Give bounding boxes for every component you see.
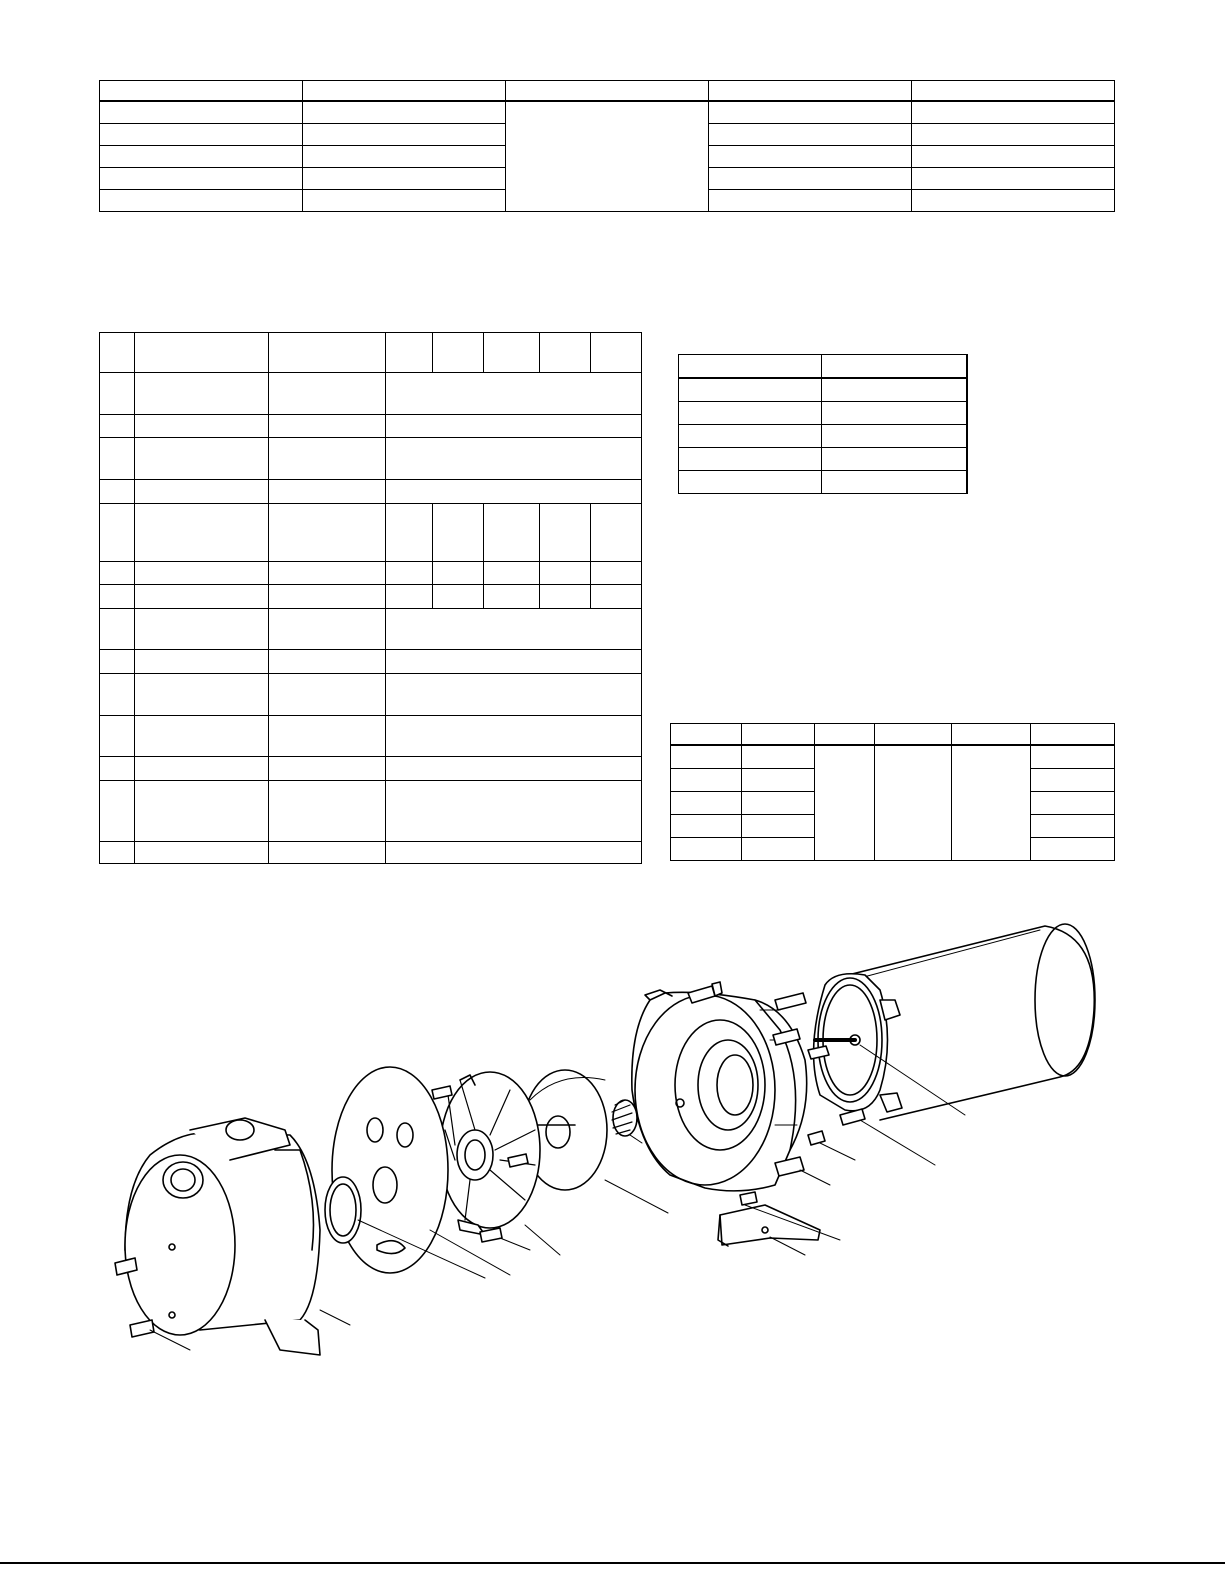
table-cell (822, 448, 967, 471)
table-cell-merged (386, 438, 642, 480)
table-cell (100, 124, 303, 146)
table-row (100, 842, 642, 864)
table-cell (135, 609, 269, 650)
table-cell (540, 562, 591, 585)
table-cell (1031, 724, 1115, 746)
table-cell (709, 81, 912, 102)
table-cell (100, 674, 135, 716)
table-cell-merged (386, 781, 642, 842)
table-cell (303, 124, 506, 146)
table-cell (952, 724, 1031, 746)
table-row (100, 438, 642, 480)
table-cell (591, 504, 642, 562)
table-cell (303, 146, 506, 168)
base-bracket (718, 1205, 820, 1246)
table-cell-merged (386, 842, 642, 864)
table-cell (100, 757, 135, 781)
table-cell (822, 355, 967, 379)
table-cell (671, 769, 742, 792)
table-cell (135, 585, 269, 609)
table-cell (269, 609, 386, 650)
table-cell (591, 585, 642, 609)
table-row (679, 471, 967, 494)
seal-plate-gasket (332, 1067, 448, 1273)
table-cell (303, 81, 506, 102)
table-cell (269, 333, 386, 373)
table-cell (100, 146, 303, 168)
table-cell (269, 438, 386, 480)
table-cell-merged (386, 609, 642, 650)
table-cell (679, 448, 822, 471)
table-row (100, 781, 642, 842)
table-cell (269, 716, 386, 757)
table-row (100, 415, 642, 438)
table-cell-merged (679, 330, 967, 355)
footer-rule (0, 1562, 1225, 1564)
table-cell (433, 333, 484, 373)
table-cell (269, 674, 386, 716)
table-cell (822, 425, 967, 448)
table-cell (100, 415, 135, 438)
table-cell (912, 168, 1115, 190)
repair-parts-table (99, 332, 642, 864)
table-cell (269, 373, 386, 415)
table-cell (484, 562, 540, 585)
table-cell (679, 471, 822, 494)
table-cell (100, 609, 135, 650)
table-cell (875, 724, 952, 746)
table-cell (433, 504, 484, 562)
table-header-row (100, 333, 642, 373)
pump-body (125, 1118, 320, 1355)
table-cell (742, 745, 815, 769)
table-cell (540, 504, 591, 562)
table-cell (742, 815, 815, 838)
table-row (679, 448, 967, 471)
table-cell (135, 415, 269, 438)
table-cell (912, 124, 1115, 146)
table-cell-merged (386, 757, 642, 781)
table-cell (135, 504, 269, 562)
table-cell (679, 378, 822, 402)
table-row (671, 745, 1115, 769)
table-cell (135, 716, 269, 757)
table-cell (709, 101, 912, 124)
table-cell (822, 378, 967, 402)
table-cell (100, 781, 135, 842)
table-cell (100, 480, 135, 504)
table-cell (135, 674, 269, 716)
table-cell (100, 333, 135, 373)
table-cell (742, 792, 815, 815)
table-cell (679, 402, 822, 425)
table-cell (709, 190, 912, 212)
table-cell (100, 650, 135, 674)
table-cell (1031, 815, 1115, 838)
table-cell (912, 190, 1115, 212)
table-cell (303, 101, 506, 124)
table-cell-merged (386, 674, 642, 716)
table-cell (269, 415, 386, 438)
table-cell (100, 842, 135, 864)
table-cell (386, 333, 433, 373)
table-cell (135, 562, 269, 585)
table-cell (135, 757, 269, 781)
table-cell (100, 81, 303, 102)
table-cell (484, 585, 540, 609)
table-header-row (100, 81, 1115, 102)
table-cell (269, 842, 386, 864)
table-cell (679, 355, 822, 379)
table-cell (709, 124, 912, 146)
table-cell (100, 504, 135, 562)
table-cell (540, 333, 591, 373)
table-cell (1031, 769, 1115, 792)
o-ring (325, 1177, 361, 1243)
table-cell (912, 146, 1115, 168)
pump-exploded-diagram (95, 915, 1115, 1385)
table-cell (671, 745, 742, 769)
table-header-row (671, 724, 1115, 746)
table-cell (540, 585, 591, 609)
table-cell (135, 842, 269, 864)
table-row (100, 585, 642, 609)
table-cell-merged (386, 716, 642, 757)
table-cell (484, 333, 540, 373)
table-cell (484, 504, 540, 562)
table-cell-merged (386, 373, 642, 415)
table-cell-merged (952, 745, 1031, 861)
table-cell (386, 585, 433, 609)
table-cell (386, 504, 433, 562)
table-cell (433, 562, 484, 585)
table-title-row (679, 330, 967, 355)
table-cell (135, 333, 269, 373)
table-cell (135, 438, 269, 480)
table-cell (815, 724, 875, 746)
table-cell-merged (386, 415, 642, 438)
table-cell (591, 562, 642, 585)
table-row (100, 757, 642, 781)
table-cell (100, 168, 303, 190)
table-cell-merged (386, 650, 642, 674)
table-row (100, 650, 642, 674)
table-row (100, 504, 642, 562)
table-cell (671, 815, 742, 838)
table-cell (135, 650, 269, 674)
hardware-table (670, 723, 1115, 861)
table-cell (269, 562, 386, 585)
table-row (100, 609, 642, 650)
table-header-row (679, 355, 967, 379)
table-cell (269, 781, 386, 842)
table-cell (100, 585, 135, 609)
table-cell (100, 190, 303, 212)
table-cell (100, 716, 135, 757)
table-cell (100, 562, 135, 585)
table-cell-merged (386, 480, 642, 504)
table-cell (135, 373, 269, 415)
table-cell (303, 190, 506, 212)
table-row (100, 562, 642, 585)
table-row (679, 378, 967, 402)
table-cell (671, 724, 742, 746)
table-cell-merged (875, 745, 952, 861)
table-cell (671, 838, 742, 861)
table-cell (912, 101, 1115, 124)
table-cell (269, 504, 386, 562)
table-row (100, 373, 642, 415)
table-cell (1031, 792, 1115, 815)
table-cell (100, 101, 303, 124)
table-cell (100, 438, 135, 480)
table-cell (742, 724, 815, 746)
table-cell (709, 168, 912, 190)
table-cell-merged (815, 745, 875, 861)
table-cell-merged (506, 101, 709, 212)
table-cell (679, 425, 822, 448)
table-cell (135, 480, 269, 504)
table-cell (433, 585, 484, 609)
table-cell (742, 838, 815, 861)
table-row (100, 480, 642, 504)
table-cell (822, 402, 967, 425)
table-cell (912, 81, 1115, 102)
table-cell (303, 168, 506, 190)
table-cell (386, 562, 433, 585)
table-row (100, 674, 642, 716)
table-cell (135, 781, 269, 842)
table-row (100, 101, 1115, 124)
table-cell (100, 373, 135, 415)
table-cell (709, 146, 912, 168)
table-row (100, 716, 642, 757)
kit-table (678, 330, 968, 494)
table-row (679, 402, 967, 425)
table-cell (506, 81, 709, 102)
seal-plate (632, 990, 807, 1191)
table-cell (1031, 745, 1115, 769)
table-row (679, 425, 967, 448)
table-cell (591, 333, 642, 373)
table-cell (742, 769, 815, 792)
table-cell (269, 650, 386, 674)
table-cell (822, 471, 967, 494)
table-cell (671, 792, 742, 815)
model-specs-table (99, 80, 1115, 212)
table-cell (1031, 838, 1115, 861)
table-cell (269, 585, 386, 609)
table-cell (269, 757, 386, 781)
shaft-seal (612, 1100, 637, 1136)
table-cell (269, 480, 386, 504)
